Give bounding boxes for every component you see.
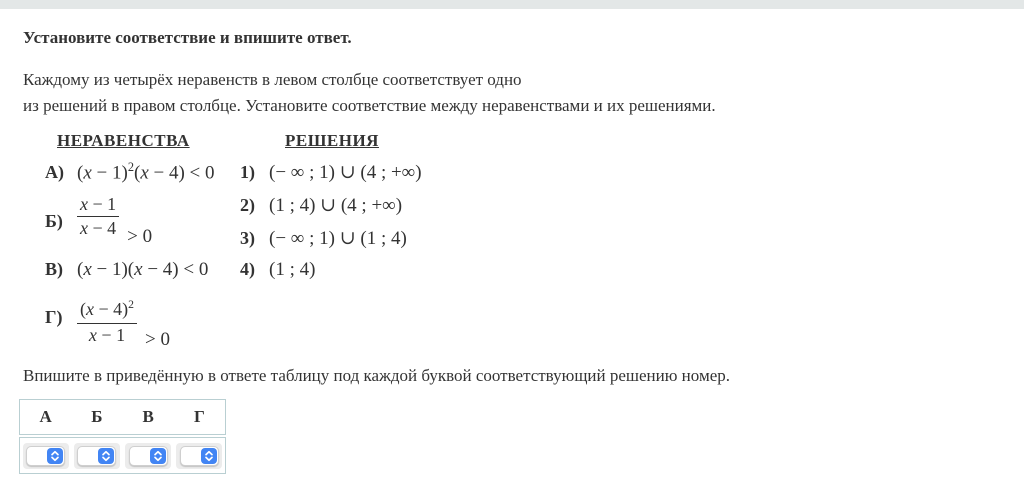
fraction-denominator-b: x − 4 (80, 218, 117, 238)
solution-number-2: 2) (240, 195, 255, 215)
up-down-chevron-icon (201, 448, 217, 464)
inequality-label-g: Г) (45, 307, 63, 327)
task-description-line2: из решений в правом столбце. Установите соответствие между неравенствами и их решениями. (23, 96, 716, 115)
fraction-numerator-b: x − 1 (77, 193, 119, 217)
answer-table-body-row (19, 437, 226, 474)
answer-select-b-value (77, 446, 116, 466)
answer-select-b[interactable] (74, 443, 120, 469)
answer-select-g-value (180, 446, 219, 466)
answer-header-v: В (142, 407, 154, 426)
answer-select-v[interactable] (125, 443, 171, 469)
answer-header-b: Б (91, 407, 103, 426)
solutions-column-header: РЕШЕНИЯ (285, 131, 379, 150)
solution-text-4: (1 ; 4) (269, 259, 316, 280)
solution-row-4 (240, 259, 315, 281)
fraction-numerator-g: $(x - 4)^2$ (77, 291, 137, 324)
inequality-row-v (45, 259, 208, 281)
inequality-formula-a: $(x - 1)^2(x - 4) < 0$ (77, 160, 215, 184)
up-down-chevron-icon (150, 448, 166, 464)
answer-select-g[interactable] (176, 443, 222, 469)
answer-instruction: Впишите в приведённую в ответе таблицу под каждой буквой соответствующий решению номер. (23, 366, 731, 385)
inequality-row-b (45, 193, 152, 248)
inequality-row-g (45, 291, 170, 351)
inequalities-column-header: НЕРАВЕНСТВА (57, 131, 190, 150)
inequality-label-v: В) (45, 259, 63, 279)
task-description-line1: Каждому из четырёх неравенств в левом столбце соответствует одно (23, 70, 522, 89)
answer-table (19, 399, 226, 474)
solution-text-1: (− ∞ ; 1) ∪ (4 ; +∞) (269, 162, 422, 183)
solution-row-3 (240, 227, 407, 250)
task-description (23, 67, 716, 119)
top-gray-bar (0, 0, 1024, 9)
solution-text-3: (− ∞ ; 1) ∪ (1 ; 4) (269, 228, 407, 249)
answer-header-a: А (39, 407, 52, 426)
inequality-label-b: Б) (45, 211, 63, 231)
solution-number-1: 1) (240, 162, 255, 182)
solution-row-1 (240, 161, 422, 184)
up-down-chevron-icon (98, 448, 114, 464)
inequality-label-a: А) (45, 162, 64, 183)
page-title: Установите соответствие и впишите ответ. (23, 28, 352, 47)
answer-table-header-row (19, 399, 226, 435)
answer-select-v-value (129, 446, 168, 466)
answer-header-g: Г (193, 407, 205, 426)
solution-row-2 (240, 194, 402, 217)
fraction-denominator-g: x − 1 (88, 325, 126, 345)
solution-number-3: 3) (240, 228, 255, 248)
inequality-formula-v: (x − 1)(x − 4) < 0 (77, 259, 209, 280)
answer-select-a-value (26, 446, 65, 466)
inequality-fraction-g (77, 291, 137, 347)
answer-select-a[interactable] (23, 443, 69, 469)
inequality-tail-g: > 0 (145, 329, 170, 350)
solution-text-2: (1 ; 4) ∪ (4 ; +∞) (269, 195, 403, 216)
inequality-tail-b: > 0 (127, 226, 153, 247)
solution-number-4: 4) (240, 259, 255, 279)
inequality-fraction-b (77, 193, 119, 240)
up-down-chevron-icon (47, 448, 63, 464)
inequality-row-a (45, 160, 215, 184)
